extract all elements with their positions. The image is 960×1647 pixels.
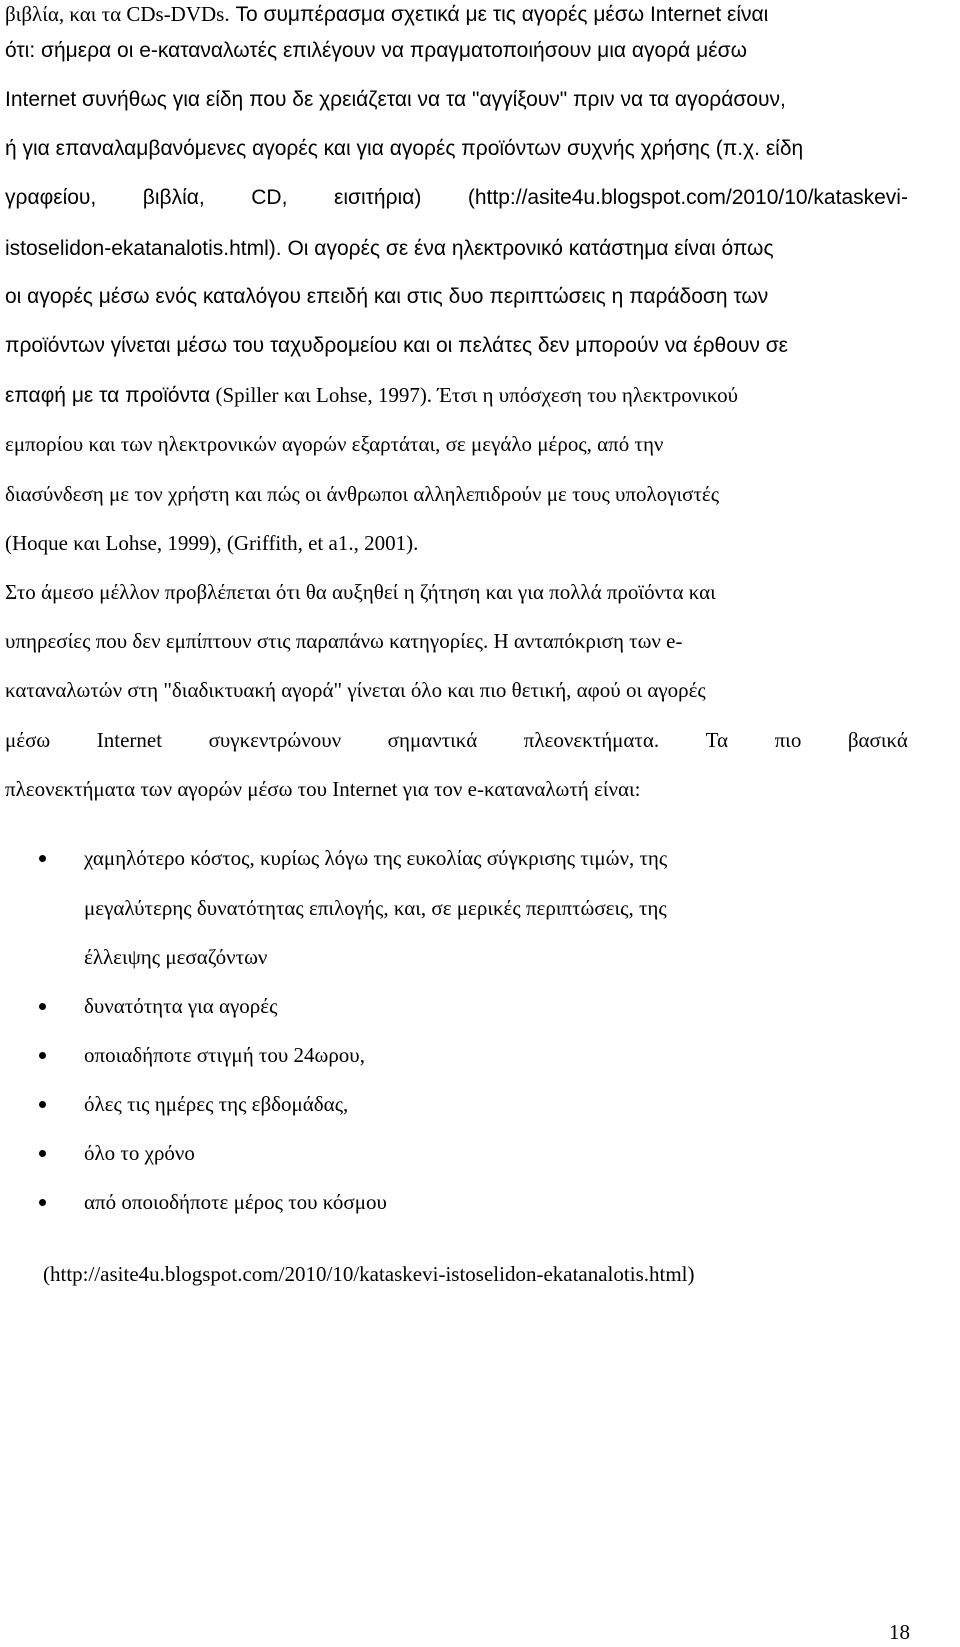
paragraph-1-line-3: Internet συνήθως για είδη που δε χρειάζεται να τα "αγγίξουν" πριν να τα αγοράσουν, [5,88,786,111]
paragraph-1-line-5 [5,185,908,213]
word: πλεονεκτήματα. [523,728,660,752]
bullet-dot-icon [39,1003,46,1010]
bullet-5-line-1: όλο το χρόνο [84,1141,195,1165]
paragraph-1-line-8: προϊόντων γίνεται μέσω του ταχυδρομείου και οι πελάτες δεν μπορούν να έρθουν σε [5,334,789,357]
word: CD, [251,186,288,209]
paragraph-1-line-7: οι αγορές μέσω ενός καταλόγου επειδή και στις δυο περιπτώσεις η παράδοση των [5,285,769,308]
word: μέσω [5,728,51,752]
word: συγκεντρώνουν [208,728,342,752]
word: βιβλία, [142,186,205,209]
page-number: 18 [889,1620,910,1644]
bullet-1-line-2: μεγαλύτερης δυνατότητας επιλογής, και, σε μερικές περιπτώσεις, της [84,896,667,920]
text-span: Το συμπέρασμα σχετικά με τις αγορές μέσω Internet είναι [229,3,769,26]
paragraph-1-line-2: ότι: σήμερα οι e-καταναλωτές επιλέγουν να πραγματοποιήσουν μια αγορά μέσω [5,39,747,62]
word: Internet [96,728,163,752]
text-span: βιβλία, και τα CDs-DVDs. [5,2,230,26]
paragraph-1-line-4: ή για επαναλαμβανόμενες αγορές και για αγορές προϊόντων συχνής χρήσης (π.χ. είδη [5,137,804,160]
paragraph-1-line-6 [5,235,908,263]
word: γραφείου, [5,186,97,209]
text-span: (Spiller και Lohse, 1997). Έτσι η υπόσχεση του ηλεκτρονικού [210,383,739,407]
paragraph-2-line-3: καταναλωτών στη "διαδικτυακή αγορά" γίνεται όλο και πιο θετική, αφού οι αγορές [5,678,706,702]
paragraph-2-line-2: υπηρεσίες που δεν εμπίπτουν στις παραπάνω κατηγορίες. Η ανταπόκριση των e- [5,629,683,653]
url-text: istoselidon-ekatanalotis.html). [5,237,282,260]
paragraph-1-line-10: εμπορίου και των ηλεκτρονικών αγορών εξαρτάται, σε μεγάλο μέρος, από την [5,432,664,456]
paragraph-1-line-1 [5,1,908,29]
text-span: Οι αγορές σε ένα ηλεκτρονικό κατάστημα είναι όπως [281,237,774,260]
word: σημαντικά [387,728,478,752]
paragraph-2-line-1: Στο άμεσο μέλλον προβλέπεται ότι θα αυξηθεί η ζήτηση και για πολλά προϊόντα και [5,580,716,604]
paragraph-1-line-12: (Hoque και Lohse, 1999), (Griffith, et a1., 2001). [5,531,419,555]
bullet-dot-icon [39,1150,46,1157]
bullet-dot-icon [39,1101,46,1108]
bullet-3-line-1: οποιαδήποτε στιγμή του 24ωρου, [84,1043,365,1067]
bullet-4-line-1: όλες τις ημέρες της εβδομάδας, [84,1092,349,1116]
word: πιο [774,728,802,752]
bullet-dot-icon [39,1199,46,1206]
bullet-1-line-3: έλλειψης μεσαζόντων [84,945,268,969]
url-text: (http://asite4u.blogspot.com/2010/10/kataskevi- [467,186,908,209]
paragraph-1-line-11: διασύνδεση με τον χρήστη και πώς οι άνθρωποι αλληλεπιδρούν με τους υπολογιστές [5,482,720,506]
paragraph-2-line-4 [5,727,908,755]
paragraph-2-line-5: πλεονεκτήματα των αγορών μέσω του Internet για τον e-καταναλωτή είναι: [5,777,641,801]
source-reference: (http://asite4u.blogspot.com/2010/10/kataskevi-istoselidon-ekatanalotis.html) [43,1262,695,1286]
bullet-2-line-1: δυνατότητα για αγορές [84,994,278,1018]
paragraph-1-line-9 [5,382,908,410]
bullet-dot-icon [39,1052,46,1059]
word: Τα [705,728,729,752]
word: εισιτήρια) [333,186,422,209]
word: βασικά [847,728,908,752]
bullet-1-line-1: χαμηλότερο κόστος, κυρίως λόγω της ευκολίας σύγκρισης τιμών, της [84,846,668,870]
bullet-dot-icon [39,855,46,862]
bullet-6-line-1: από οποιοδήποτε μέρος του κόσμου [84,1190,387,1214]
text-span: επαφή με τα προϊόντα [5,384,211,407]
